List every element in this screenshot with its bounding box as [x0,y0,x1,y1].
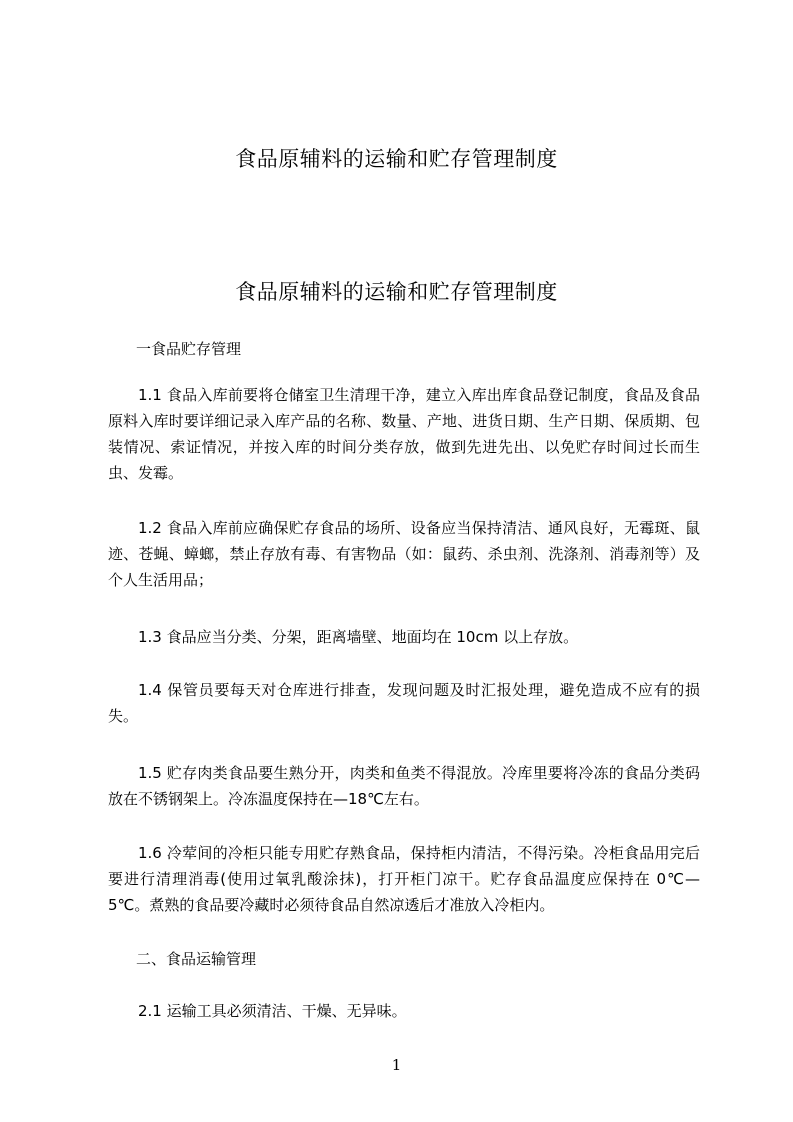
paragraph-1-4: 1.4 保管员要每天对仓库进行排查，发现问题及时汇报处理，避免造成不应有的损失。 [108,681,700,725]
page-title: 食品原辅料的运输和贮存管理制度 [235,280,558,304]
paragraph-1-1: 1.1 食品入库前要将仓储室卫生清理干净，建立入库出库食品登记制度，食品及食品原料入库时要详细记录入库产品的名称、数量、产地、进货日期、生产日期、保质期、包装情况、索证情况，并按入库的时间分类存放，做到先进先出、以免贮存时间过长而生虫、发霉。 [108,386,700,482]
paragraph-2-1: 2.1 运输工具必须清洁、干燥、无异味。 [138,1002,407,1020]
section-heading-storage: 一食品贮存管理 [136,340,242,358]
section-heading-transport: 二、食品运输管理 [136,950,257,968]
paragraph-1-2: 1.2 食品入库前应确保贮存食品的场所、设备应当保持清洁、通风良好，无霉斑、鼠迹、苍蝇、蟑螂，禁止存放有毒、有害物品（如：鼠药、杀虫剂、洗涤剂、消毒剂等）及个人生活用品； [108,519,700,589]
page-number: 1 [391,1056,402,1074]
paragraph-1-6: 1.6 冷荤间的冷柜只能专用贮存熟食品，保持柜内清洁，不得污染。冷柜食品用完后要进行清理消毒(使用过氧乳酸涂抹)，打开柜门凉干。贮存食品温度应保持在 0℃—5℃。煮熟的食品要冷藏时必须待食品自然凉透后才准放入冷柜内。 [108,844,700,914]
paragraph-1-5: 1.5 贮存肉类食品要生熟分开，肉类和鱼类不得混放。冷库里要将冷冻的食品分类码放在不锈钢架上。冷冻温度保持在—18℃左右。 [108,764,700,808]
paragraph-1-3: 1.3 食品应当分类、分架，距离墙壁、地面均在 10cm 以上存放。 [138,628,579,646]
cover-title: 食品原辅料的运输和贮存管理制度 [235,147,558,171]
